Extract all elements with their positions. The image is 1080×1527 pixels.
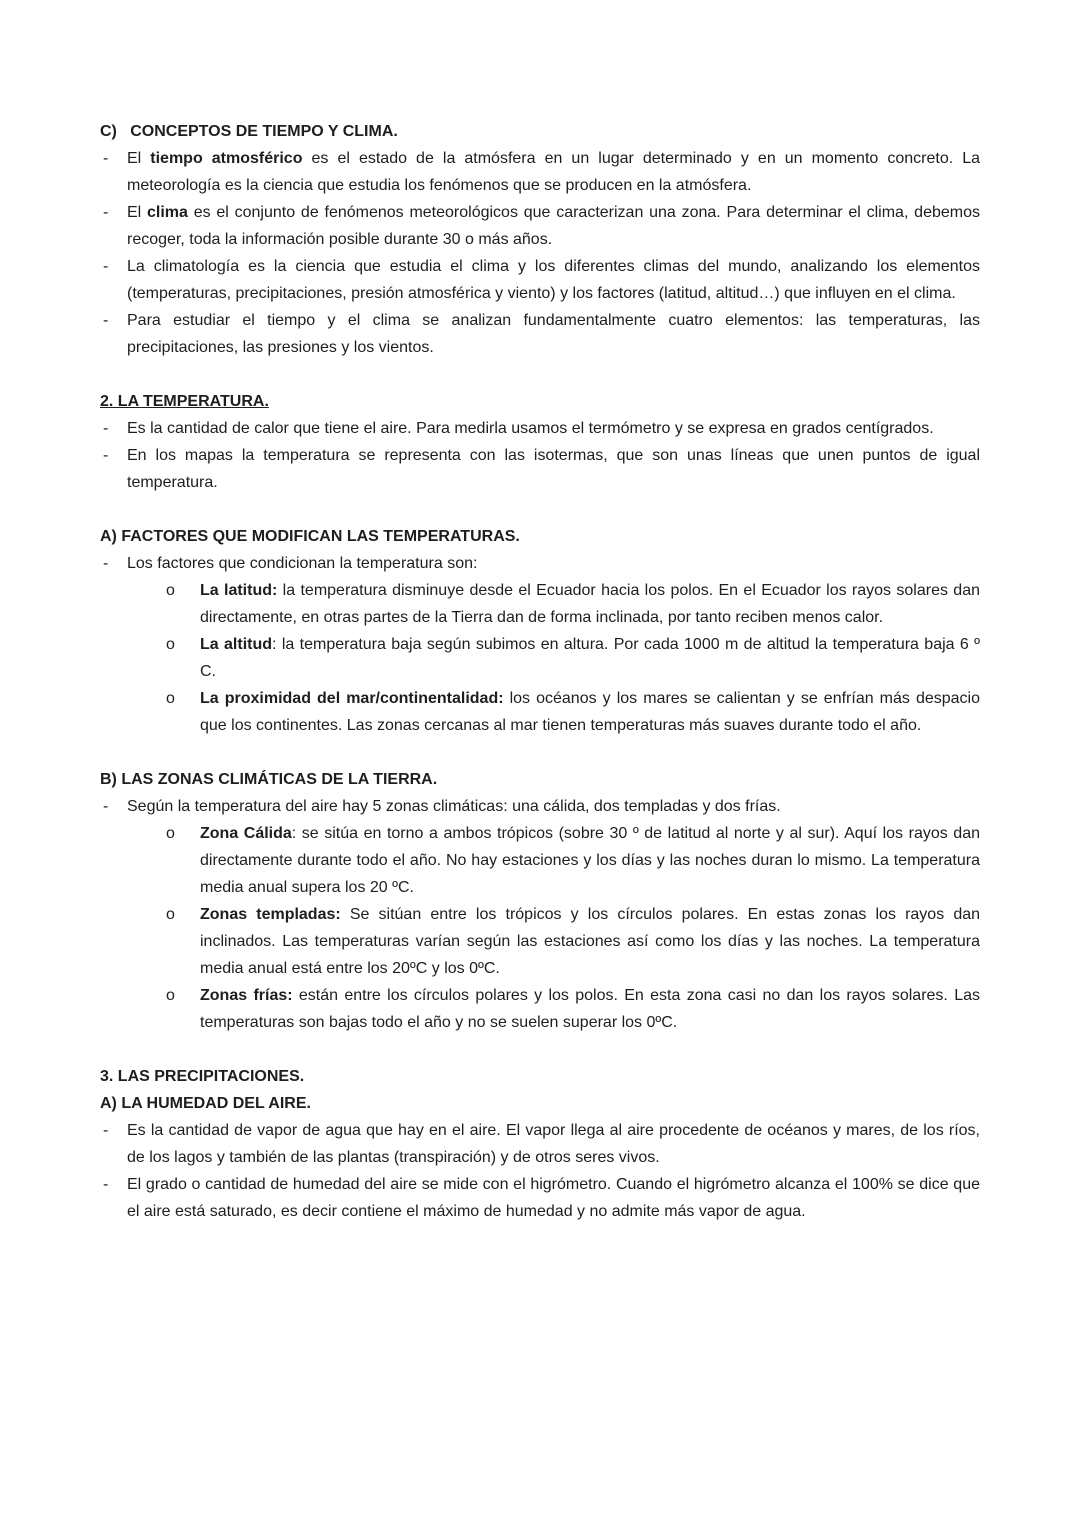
item-text	[127, 442, 980, 496]
list-bullet: -	[103, 798, 109, 815]
list-item-dash	[100, 145, 980, 199]
list-bullet: -	[103, 420, 109, 437]
text-run: Zonas templadas:	[200, 906, 341, 923]
text-run: Es la cantidad de calor que tiene el aire. Para medirla usamos el termómetro y se expresa en grados centígrados.	[127, 420, 934, 437]
list-item-dash	[100, 1117, 980, 1171]
section-heading	[100, 523, 980, 550]
text-run: : la temperatura baja según subimos en altura. Por cada 1000 m de altitud la temperatura baja 6 º C.	[200, 636, 981, 680]
text-run: La climatología es la ciencia que estudia el clima y los diferentes climas del mundo, analizando los elementos (temperaturas, precipitaciones, presión atmosférica y viento) y los factores (latitud, altitud…) que influyen en el clima.	[127, 258, 980, 302]
text-run: Para estudiar el tiempo y el clima se analizan fundamentalmente cuatro elementos: las temperaturas, las precipitaciones, las presiones y los vientos.	[127, 312, 980, 356]
list-bullet: -	[103, 312, 109, 329]
text-run: la temperatura disminuye desde el Ecuador hacia los polos. En el Ecuador los rayos solares dan directamente, en otras partes de la Tierra dan de forma inclinada, por tanto reciben menos calor.	[200, 582, 981, 626]
list-item-circle	[100, 982, 980, 1036]
list-item-circle	[100, 577, 980, 631]
section-heading-text: 3. LAS PRECIPITACIONES.	[100, 1068, 305, 1085]
list-item-dash	[100, 1171, 980, 1225]
item-text	[200, 901, 980, 982]
list-item-dash	[100, 199, 980, 253]
section-heading-text: 2. LA TEMPERATURA.	[100, 393, 269, 410]
item-text	[127, 199, 980, 253]
item-text	[200, 820, 980, 901]
list-bullet: o	[166, 906, 175, 923]
section-heading	[100, 766, 980, 793]
text-run: es el estado de la atmósfera en un lugar determinado y en un momento concreto. La meteorología es la ciencia que estudia los fenómenos que se producen en la atmósfera.	[127, 150, 981, 194]
text-run: Zona Cálida	[200, 825, 292, 842]
list-bullet: o	[166, 987, 175, 1004]
list-item-dash	[100, 793, 980, 820]
item-text	[200, 577, 980, 631]
text-run: Zonas frías:	[200, 987, 293, 1004]
item-text	[200, 982, 980, 1036]
text-run: clima	[147, 204, 188, 221]
list-bullet: -	[103, 258, 109, 275]
text-run: La altitud	[200, 636, 273, 653]
text-run: están entre los círculos polares y los polos. En esta zona casi no dan los rayos solares. Las temperaturas son bajas todo el año y no se suelen superar los 0ºC.	[200, 987, 980, 1031]
text-run: tiempo atmosférico	[150, 150, 303, 167]
list-bullet: -	[103, 447, 109, 464]
item-text	[127, 415, 980, 442]
section-heading	[100, 388, 980, 415]
list-item-dash	[100, 253, 980, 307]
text-run: Se sitúan entre los trópicos y los círculos polares. En estas zonas los rayos dan inclinados. Las temperaturas varían según las estaciones así como los días y las noches. La temperatura media anual está entre los 20ºC y los 0ºC.	[200, 906, 981, 977]
list-item-dash	[100, 415, 980, 442]
item-text	[127, 793, 980, 820]
item-text	[127, 550, 980, 577]
list-bullet: -	[103, 1122, 109, 1139]
list-bullet: -	[103, 1176, 109, 1193]
text-run: La latitud:	[200, 582, 278, 599]
text-run: En los mapas la temperatura se representa con las isotermas, que son unas líneas que unen puntos de igual temperatura.	[127, 447, 980, 491]
list-item-circle	[100, 685, 980, 739]
list-bullet: o	[166, 636, 175, 653]
list-bullet: -	[103, 204, 109, 221]
text-run: La proximidad del mar/continentalidad:	[200, 690, 504, 707]
list-item-circle	[100, 631, 980, 685]
section-heading-text: B) LAS ZONAS CLIMÁTICAS DE LA TIERRA.	[100, 771, 438, 788]
item-text	[127, 1117, 980, 1171]
item-text	[127, 1171, 980, 1225]
text-run: El	[127, 204, 148, 221]
section-heading-text: A) FACTORES QUE MODIFICAN LAS TEMPERATURAS.	[100, 528, 520, 545]
list-item-circle	[100, 820, 980, 901]
list-bullet: o	[166, 825, 175, 842]
document-content	[100, 118, 980, 1225]
section-heading	[100, 118, 980, 145]
item-text	[200, 631, 980, 685]
list-bullet: -	[103, 555, 109, 572]
item-text	[127, 253, 980, 307]
list-item-dash	[100, 442, 980, 496]
list-item-dash	[100, 307, 980, 361]
list-item-circle	[100, 901, 980, 982]
list-bullet: -	[103, 150, 109, 167]
item-text	[127, 145, 980, 199]
text-run: los océanos y los mares se calientan y se enfrían más despacio que los continentes. Las zonas cercanas al mar tienen temperaturas más suaves durante todo el año.	[200, 690, 980, 734]
text-run: El grado o cantidad de humedad del aire se mide con el higrómetro. Cuando el higrómetro alcanza el 100% se dice que el aire está saturado, es decir contiene el máximo de humedad y no admite más vapor de agua.	[127, 1176, 980, 1220]
text-run: Los factores que condicionan la temperatura son:	[127, 555, 478, 572]
text-run: es el conjunto de fenómenos meteorológicos que caracterizan una zona. Para determinar el clima, debemos recoger, toda la información posible durante 30 o más años.	[127, 204, 980, 248]
section-heading-text: A) LA HUMEDAD DEL AIRE.	[100, 1095, 311, 1112]
section-heading	[100, 1090, 980, 1117]
section-heading-text: C) CONCEPTOS DE TIEMPO Y CLIMA.	[100, 123, 398, 140]
list-bullet: o	[166, 690, 175, 707]
list-bullet: o	[166, 582, 175, 599]
text-run: El	[127, 150, 151, 167]
text-run: Según la temperatura del aire hay 5 zonas climáticas: una cálida, dos templadas y dos frías.	[127, 798, 781, 815]
section-heading	[100, 1063, 980, 1090]
item-text	[200, 685, 980, 739]
list-item-dash	[100, 550, 980, 577]
item-text	[127, 307, 980, 361]
text-run: : se sitúa en torno a ambos trópicos (sobre 30 º de latitud al norte y al sur). Aquí los rayos dan directamente durante todo el año. No hay estaciones y los días y las noches duran lo mismo. La temperatura media anual supera los 20 ºC.	[200, 825, 980, 896]
text-run: Es la cantidad de vapor de agua que hay en el aire. El vapor llega al aire procedente de océanos y mares, de los ríos, de los lagos y también de las plantas (transpiración) y de otros seres vivos.	[127, 1122, 980, 1166]
